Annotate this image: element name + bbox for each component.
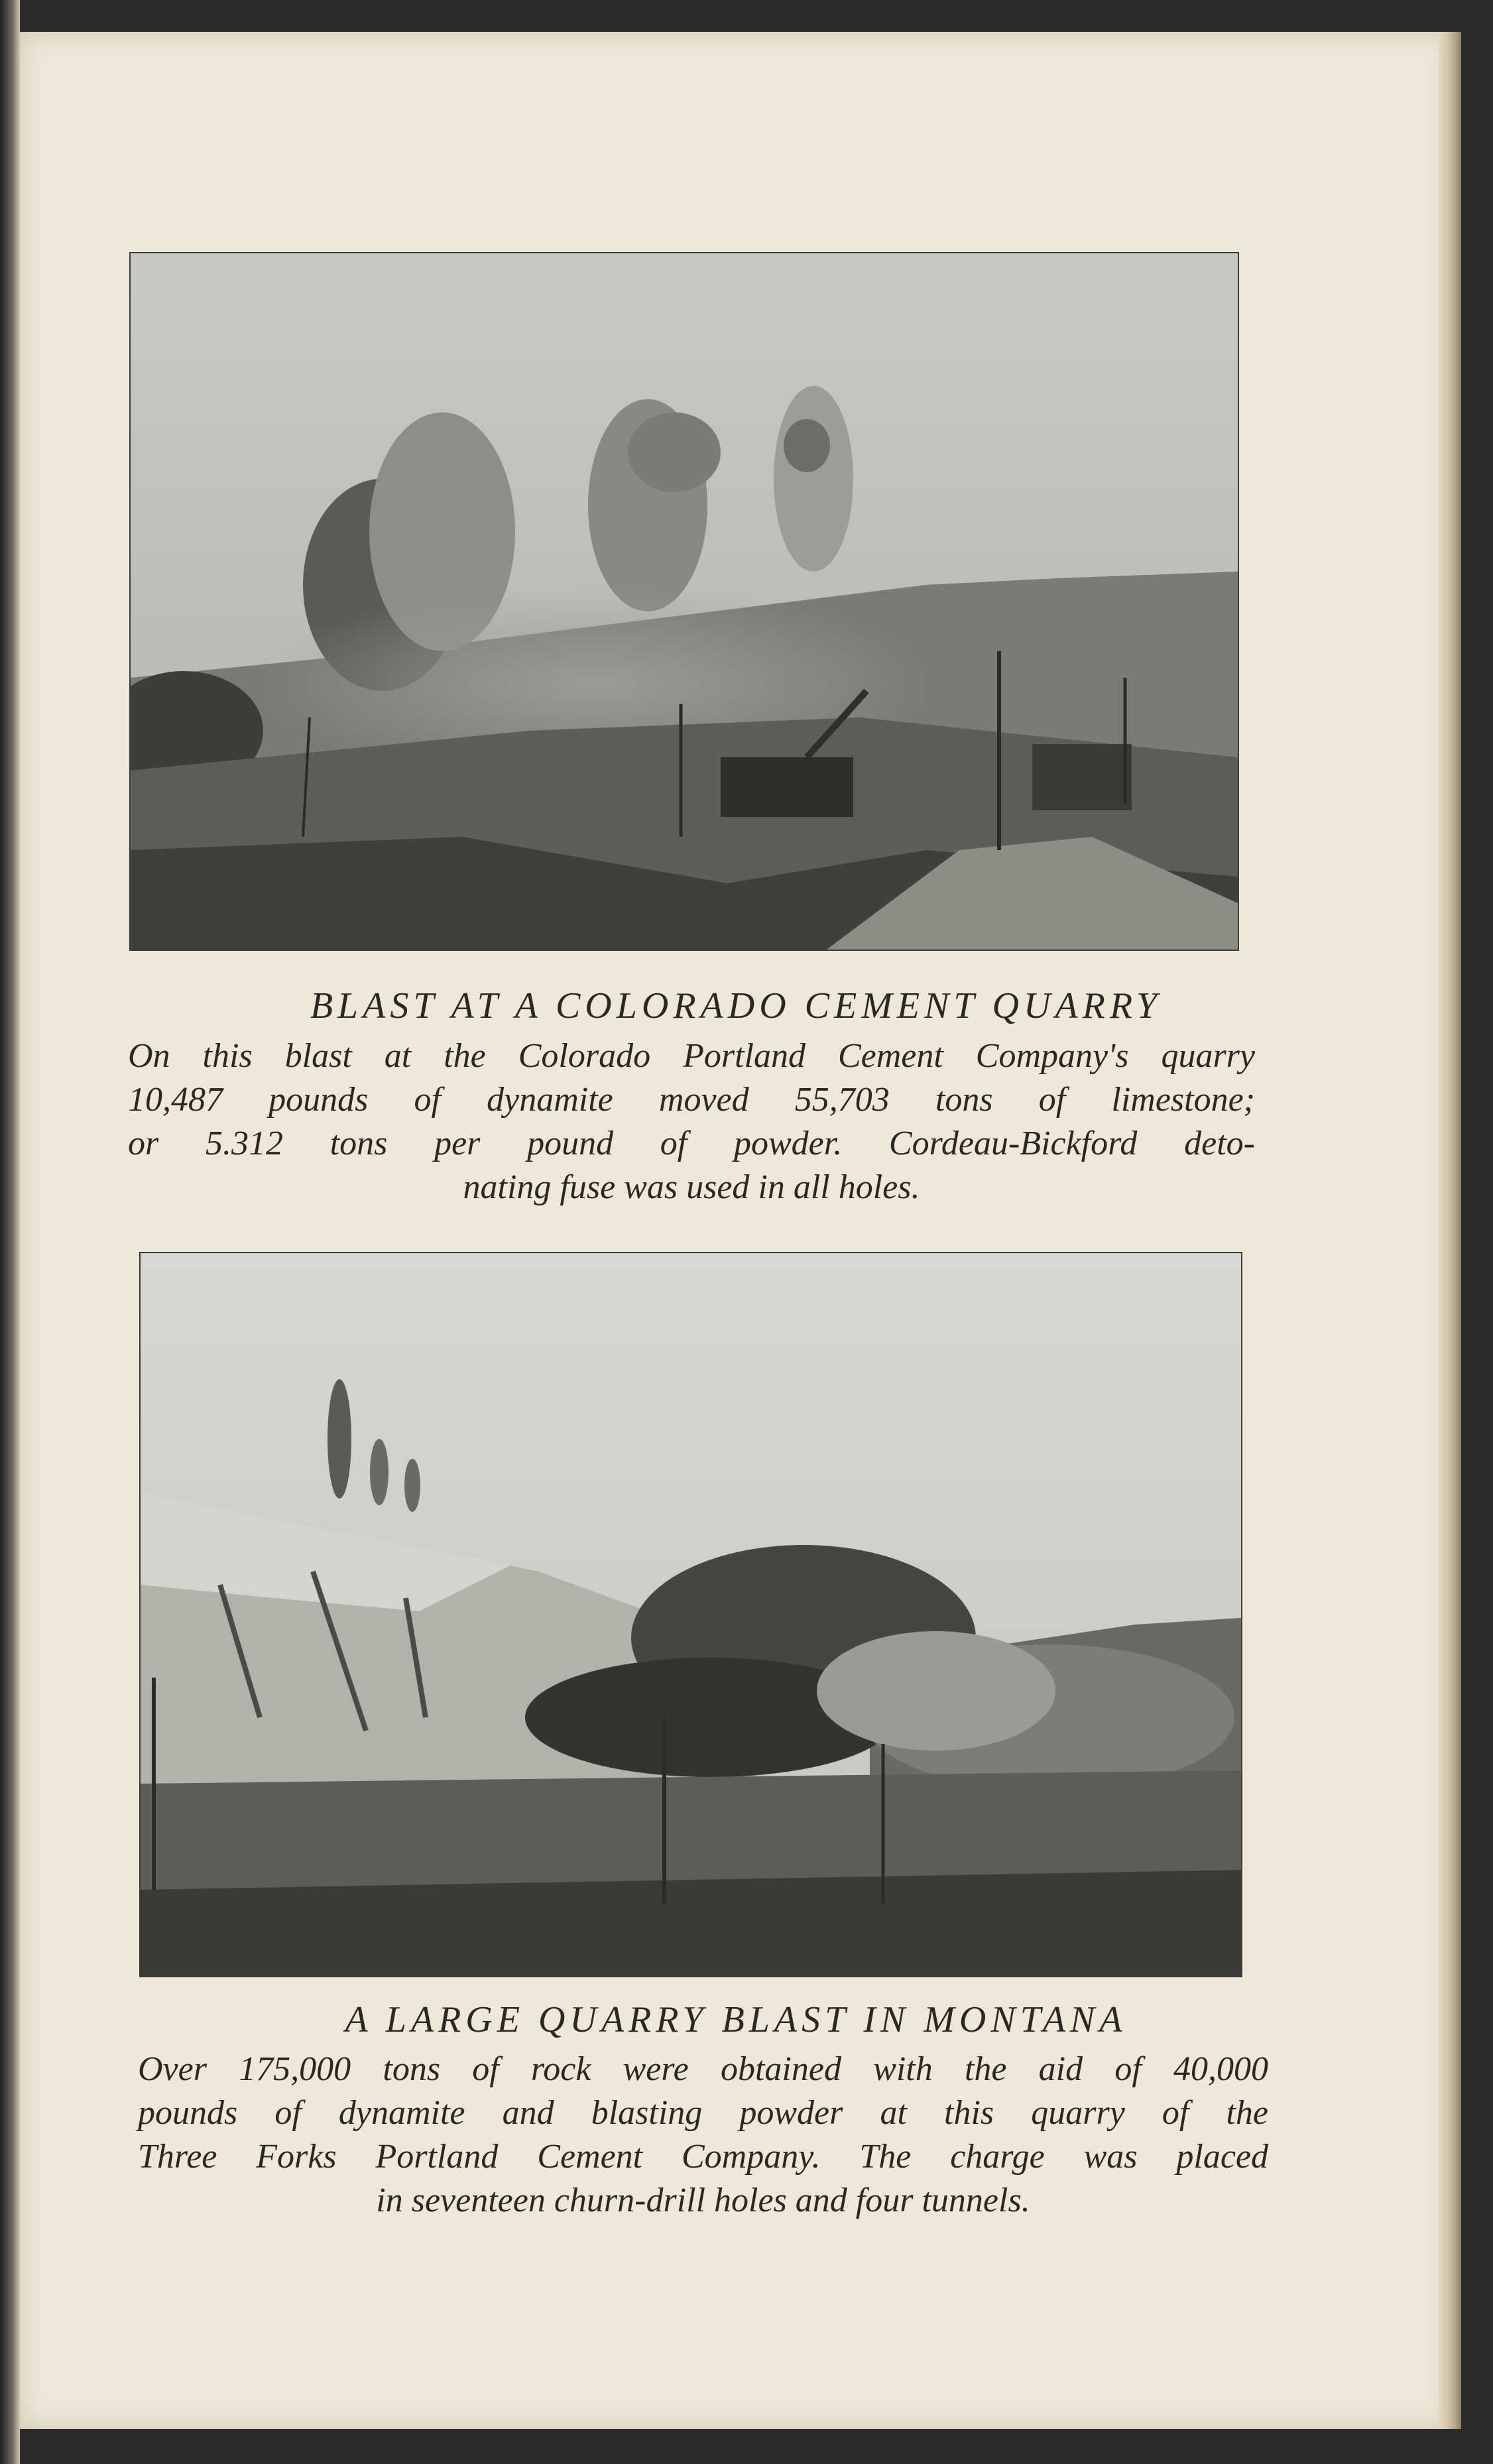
page-edge (1439, 32, 1461, 2429)
caption-body-montana (138, 2048, 1268, 2223)
caption-line: Over 175,000 tons of rock were obtained with the aid of 40,000 (138, 2050, 1268, 2088)
caption-line: Three Forks Portland Cement Company. The charge was placed (138, 2138, 1268, 2176)
caption-body-colorado (128, 1034, 1255, 1209)
caption-line: On this blast at the Colorado Portland Cement Company's quarry (128, 1037, 1255, 1075)
photo-colorado-quarry-blast (129, 252, 1239, 951)
caption-title-montana: A LARGE QUARRY BLAST IN MONTANA (345, 1999, 1127, 2040)
caption-line: pounds of dynamite and blasting powder at this quarry of the (138, 2094, 1268, 2132)
blast-photo-illustration (131, 253, 1238, 950)
caption-line: nating fuse was used in all holes. (463, 1168, 920, 1206)
photo-montana-quarry-blast (139, 1252, 1242, 1977)
caption-title-colorado: BLAST AT A COLORADO CEMENT QUARRY (310, 985, 1162, 1026)
caption-line: or 5.312 tons per pound of powder. Cordeau-Bickford deto- (128, 1125, 1255, 1162)
caption-line: 10,487 pounds of dynamite moved 55,703 tons of limestone; (128, 1081, 1255, 1119)
blast-photo-illustration (141, 1253, 1241, 1976)
book-page (20, 32, 1452, 2429)
caption-line: in seventeen churn-drill holes and four tunnels. (376, 2182, 1030, 2219)
book-gutter (0, 0, 20, 2464)
